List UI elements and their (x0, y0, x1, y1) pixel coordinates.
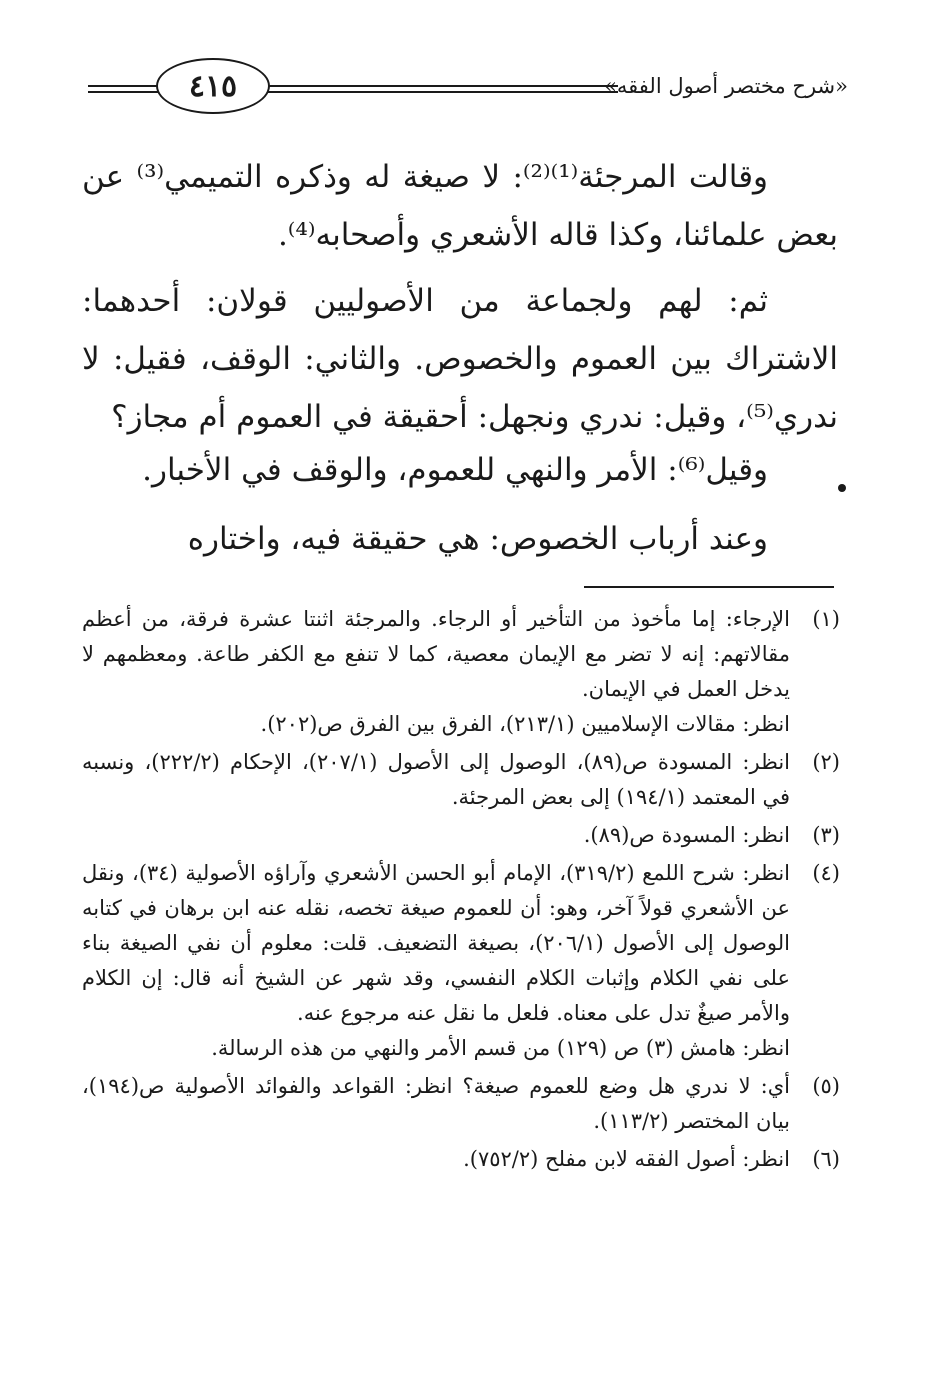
footnote-reference: انظر: مقالات الإسلاميين (٢١٣/١)، الفرق بين الفرق ص(٢٠٢). (260, 712, 790, 736)
footnote-number: (٢) (812, 750, 840, 774)
paragraph (82, 272, 838, 446)
page-number: ٤١٥ (156, 58, 270, 114)
footnote (82, 745, 840, 815)
paragraph (82, 148, 838, 264)
footnote (82, 856, 840, 1066)
footnote-text: انظر: المسودة ص(٨٩)، الوصول إلى الأصول (٢٠٧/١)، الإحكام (٢٢٢/٢)، ونسبه في المعتمد (١٩٤/١) إلى بعض المرجئة. (82, 750, 790, 809)
footnote-text: انظر: المسودة ص(٨٩). (583, 823, 790, 847)
footnote-reference: انظر: هامش (٣) ص (١٢٩) من قسم الأمر والنهي من هذه الرسالة. (211, 1036, 790, 1060)
paragraph-text: وعند أرباب الخصوص: هي حقيقة فيه، واختاره (187, 521, 768, 557)
running-title: «شرح مختصر أصول الفقه» (604, 74, 848, 98)
footnote-number: (١) (812, 607, 840, 631)
footnotes (82, 602, 840, 1180)
footnote-text: الإرجاء: إما مأخوذ من التأخير أو الرجاء. والمرجئة اثنتا عشرة فرقة، من أعظم مقالاتهم: إنه لا تضر مع الإيمان معصية، كما لا تنفع مع الكفر طاعة. ومعظمهم لا يدخل العمل في الإيمان. (82, 607, 790, 701)
paragraph-text: وقالت المرجئة⁽¹⁾⁽²⁾: لا صيغة له وذكره التميمي⁽³⁾ عن بعض علمائنا، وكذا قاله الأشعري وأصحابه⁽⁴⁾. (82, 159, 838, 253)
footnote-number: (٦) (812, 1147, 840, 1171)
footnote (82, 1069, 840, 1139)
paragraph (82, 441, 838, 499)
footnote-number: (٤) (812, 861, 840, 885)
footnote-text: انظر: أصول الفقه لابن مفلح (٧٥٢/٢). (463, 1147, 790, 1171)
page-header (88, 52, 848, 114)
paragraph-text: وقيل⁽⁶⁾: الأمر والنهي للعموم، والوقف في الأخبار. (142, 452, 768, 488)
margin-dot (838, 484, 846, 492)
footnote-text: أي: لا ندري هل وضع للعموم صيغة؟ انظر: القواعد والفوائد الأصولية ص(١٩٤)، بيان المختصر (١١٣/٢). (82, 1074, 790, 1133)
footnote (82, 818, 840, 853)
footnote-number: (٣) (812, 823, 840, 847)
footnote (82, 1142, 840, 1177)
footnote (82, 602, 840, 742)
footnote-separator (584, 586, 834, 588)
paragraph-text: ثم: لهم ولجماعة من الأصوليين قولان: أحدهما: الاشتراك بين العموم والخصوص. والثاني: الوقف، فقيل: لا ندري⁽⁵⁾، وقيل: ندري ونجهل: أحقيقة في العموم أم مجاز؟ (82, 283, 838, 435)
paragraph (82, 510, 838, 568)
footnote-number: (٥) (812, 1074, 840, 1098)
footnote-text: انظر: شرح اللمع (٣١٩/٢)، الإمام أبو الحسن الأشعري وآراؤه الأصولية (٣٤)، ونقل عن الأشعري قولاً آخر، وهو: أن للعموم صيغة تخصه، نقله عنه ابن برهان في كتابه الوصول إلى الأصول (٢٠٦/١)، بصيغة التضعيف. قلت: معلوم أن نفي الصيغة بناء على نفي الكلام وإثبات الكلام النفسي، وقد شهر عن الشيخ أنه قال: إن الكلام والأمر صيغٌ تدل على معناه. فلعل ما نقل عنه مرجوع عنه. (82, 861, 790, 1025)
